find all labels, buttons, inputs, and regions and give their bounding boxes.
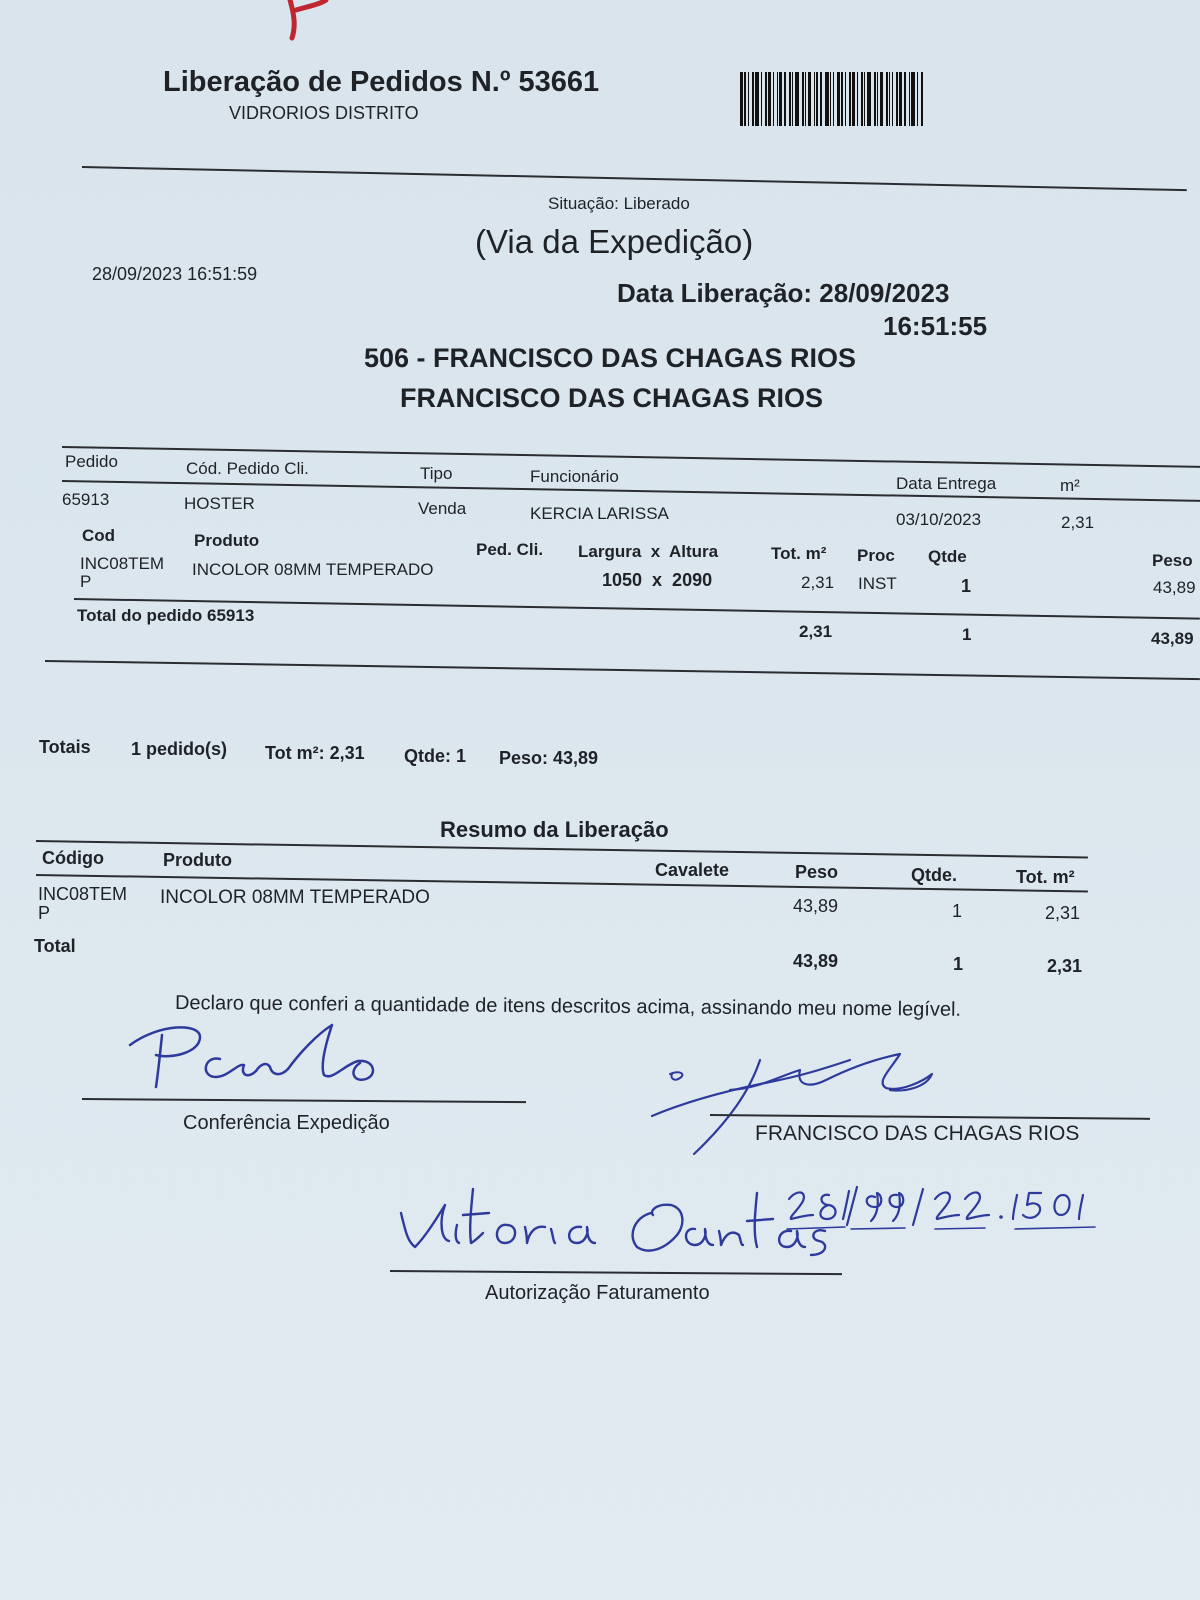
barcode-bar — [748, 72, 749, 126]
resumo-total-label: Total — [34, 936, 76, 956]
client-code-name: 506 - FRANCISCO DAS CHAGAS RIOS — [364, 343, 857, 373]
autorizacao-faturamento-label: Autorização Faturamento — [485, 1282, 710, 1304]
signature-conferencia — [120, 1015, 420, 1105]
barcode-bar — [892, 72, 893, 126]
resumo-total-qtde: 1 — [953, 954, 964, 974]
order-m2: 2,31 — [1061, 513, 1095, 532]
header-m2: m² — [1060, 476, 1080, 495]
barcode-bar — [864, 72, 865, 126]
barcode-bar — [784, 72, 786, 126]
barcode-bar — [765, 72, 767, 126]
cliente-signature-label: FRANCISCO DAS CHAGAS RIOS — [755, 1122, 1080, 1145]
item-proc: INST — [858, 574, 897, 593]
barcode-bar — [886, 72, 888, 126]
client-name: FRANCISCO DAS CHAGAS RIOS — [400, 383, 824, 413]
barcode — [740, 72, 930, 126]
red-pen-mark — [260, 0, 340, 45]
order-total-qtde: 1 — [962, 625, 972, 644]
resumo-codigo-line1: INC08TEM — [38, 884, 128, 904]
resumo-header-tot-m2: Tot. m² — [1016, 867, 1075, 887]
barcode-bar — [795, 72, 799, 126]
item-header-proc: Proc — [857, 546, 895, 565]
via-expedicao: (Via da Expedição) — [475, 223, 754, 260]
order-pedido: 65913 — [62, 490, 110, 509]
item-cod-line1: INC08TEM — [80, 554, 165, 573]
barcode-bar — [789, 72, 791, 126]
barcode-bar — [752, 72, 754, 126]
barcode-bar — [802, 72, 804, 126]
data-liberacao-time: 16:51:55 — [883, 311, 988, 341]
header-pedido: Pedido — [65, 452, 118, 471]
barcode-bar — [833, 72, 834, 126]
barcode-bar — [820, 72, 822, 126]
resumo-header-cavalete: Cavalete — [655, 860, 730, 880]
item-qtde: 1 — [961, 576, 972, 596]
barcode-bar — [861, 72, 863, 126]
item-tot-m2: 2,31 — [801, 573, 835, 592]
totals-label: Totais — [39, 737, 91, 757]
barcode-bar — [814, 72, 815, 126]
barcode-bar — [773, 72, 774, 126]
item-header-ped-cli: Ped. Cli. — [476, 540, 544, 559]
totals-tot-m2: Tot m²: 2,31 — [265, 743, 365, 763]
barcode-bar — [805, 72, 806, 126]
resumo-title: Resumo da Liberação — [440, 817, 669, 842]
barcode-bar — [744, 72, 746, 126]
conferencia-expedicao-label: Conferência Expedição — [183, 1112, 390, 1134]
barcode-bar — [761, 72, 762, 126]
barcode-bar — [808, 72, 811, 126]
resumo-produto: INCOLOR 08MM TEMPERADO — [160, 887, 430, 908]
order-total-label: Total do pedido 65913 — [77, 606, 255, 625]
item-peso: 43,89 — [1153, 578, 1196, 597]
order-table-bottom-rule — [45, 660, 1200, 680]
item-header-largura-altura: Largura x Altura — [578, 542, 719, 561]
item-header-cod: Cod — [82, 526, 116, 545]
order-funcionario: KERCIA LARISSA — [530, 504, 669, 523]
header-divider — [82, 166, 1187, 191]
order-total-peso: 43,89 — [1151, 629, 1194, 648]
header-data-entrega: Data Entrega — [896, 474, 997, 493]
order-data-entrega: 03/10/2023 — [896, 510, 982, 529]
barcode-bar — [841, 72, 843, 126]
barcode-bar — [909, 72, 910, 126]
header-cod-pedido-cli: Cód. Pedido Cli. — [186, 459, 309, 478]
barcode-bar — [845, 72, 846, 126]
totals-pedidos: 1 pedido(s) — [131, 739, 228, 759]
item-produto: INCOLOR 08MM TEMPERADO — [192, 560, 434, 579]
resumo-header-qtde: Qtde. — [911, 865, 958, 885]
header-funcionario: Funcionário — [530, 467, 619, 486]
item-dimensions: 1050 x 2090 — [602, 570, 713, 590]
barcode-bar — [917, 72, 918, 126]
header-tipo: Tipo — [420, 464, 453, 483]
item-cod-line2: P — [80, 572, 92, 591]
barcode-bar — [852, 72, 855, 126]
barcode-bar — [792, 72, 793, 126]
item-header-produto: Produto — [194, 531, 260, 550]
situacao-text: Situação: Liberado — [548, 194, 690, 213]
order-total-m2: 2,31 — [799, 622, 833, 641]
item-header-tot-m2: Tot. m² — [771, 544, 827, 563]
data-liberacao: Data Liberação: 28/09/2023 — [617, 278, 950, 308]
barcode-bar — [889, 72, 890, 126]
resumo-header-produto: Produto — [163, 850, 232, 870]
barcode-bar — [880, 72, 883, 126]
document-title: Liberação de Pedidos N.º 53661 — [163, 66, 600, 98]
barcode-bar — [911, 72, 915, 126]
item-header-qtde: Qtde — [928, 547, 967, 566]
barcode-bar — [849, 72, 851, 126]
barcode-bar — [825, 72, 829, 126]
company-name: VIDRORIOS DISTRITO — [229, 103, 419, 123]
signature-autorizacao — [395, 1185, 835, 1275]
barcode-bar — [768, 72, 771, 126]
order-tipo: Venda — [418, 499, 467, 518]
item-header-peso: Peso — [1152, 551, 1193, 570]
barcode-bar — [904, 72, 906, 126]
barcode-bar — [921, 72, 923, 126]
resumo-qtde: 1 — [952, 901, 963, 921]
barcode-bar — [830, 72, 831, 126]
resumo-header-peso: Peso — [795, 862, 839, 882]
barcode-bar — [896, 72, 898, 126]
resumo-peso: 43,89 — [793, 896, 839, 916]
barcode-bar — [837, 72, 840, 126]
resumo-total-peso: 43,89 — [793, 951, 839, 971]
resumo-codigo-line2: P — [38, 903, 51, 923]
totals-peso: Peso: 43,89 — [499, 748, 599, 768]
barcode-bar — [877, 72, 878, 126]
resumo-header-codigo: Código — [42, 848, 104, 868]
barcode-bar — [899, 72, 902, 126]
resumo-total-tot-m2: 2,31 — [1047, 956, 1083, 976]
barcode-bar — [874, 72, 876, 126]
printed-timestamp: 28/09/2023 16:51:59 — [92, 264, 258, 284]
barcode-bar — [779, 72, 782, 126]
barcode-bar — [755, 72, 759, 126]
barcode-bar — [857, 72, 858, 126]
resumo-tot-m2: 2,31 — [1045, 903, 1081, 923]
declaration-text: Declaro que conferi a quantidade de itens descritos acima, assinando meu nome legível. — [174, 992, 962, 1021]
barcode-bar — [740, 72, 743, 126]
barcode-bar — [777, 72, 778, 126]
barcode-bar — [816, 72, 818, 126]
order-cod-pedido-cli: HOSTER — [184, 494, 255, 513]
totals-qtde: Qtde: 1 — [404, 746, 467, 766]
barcode-bar — [867, 72, 871, 126]
